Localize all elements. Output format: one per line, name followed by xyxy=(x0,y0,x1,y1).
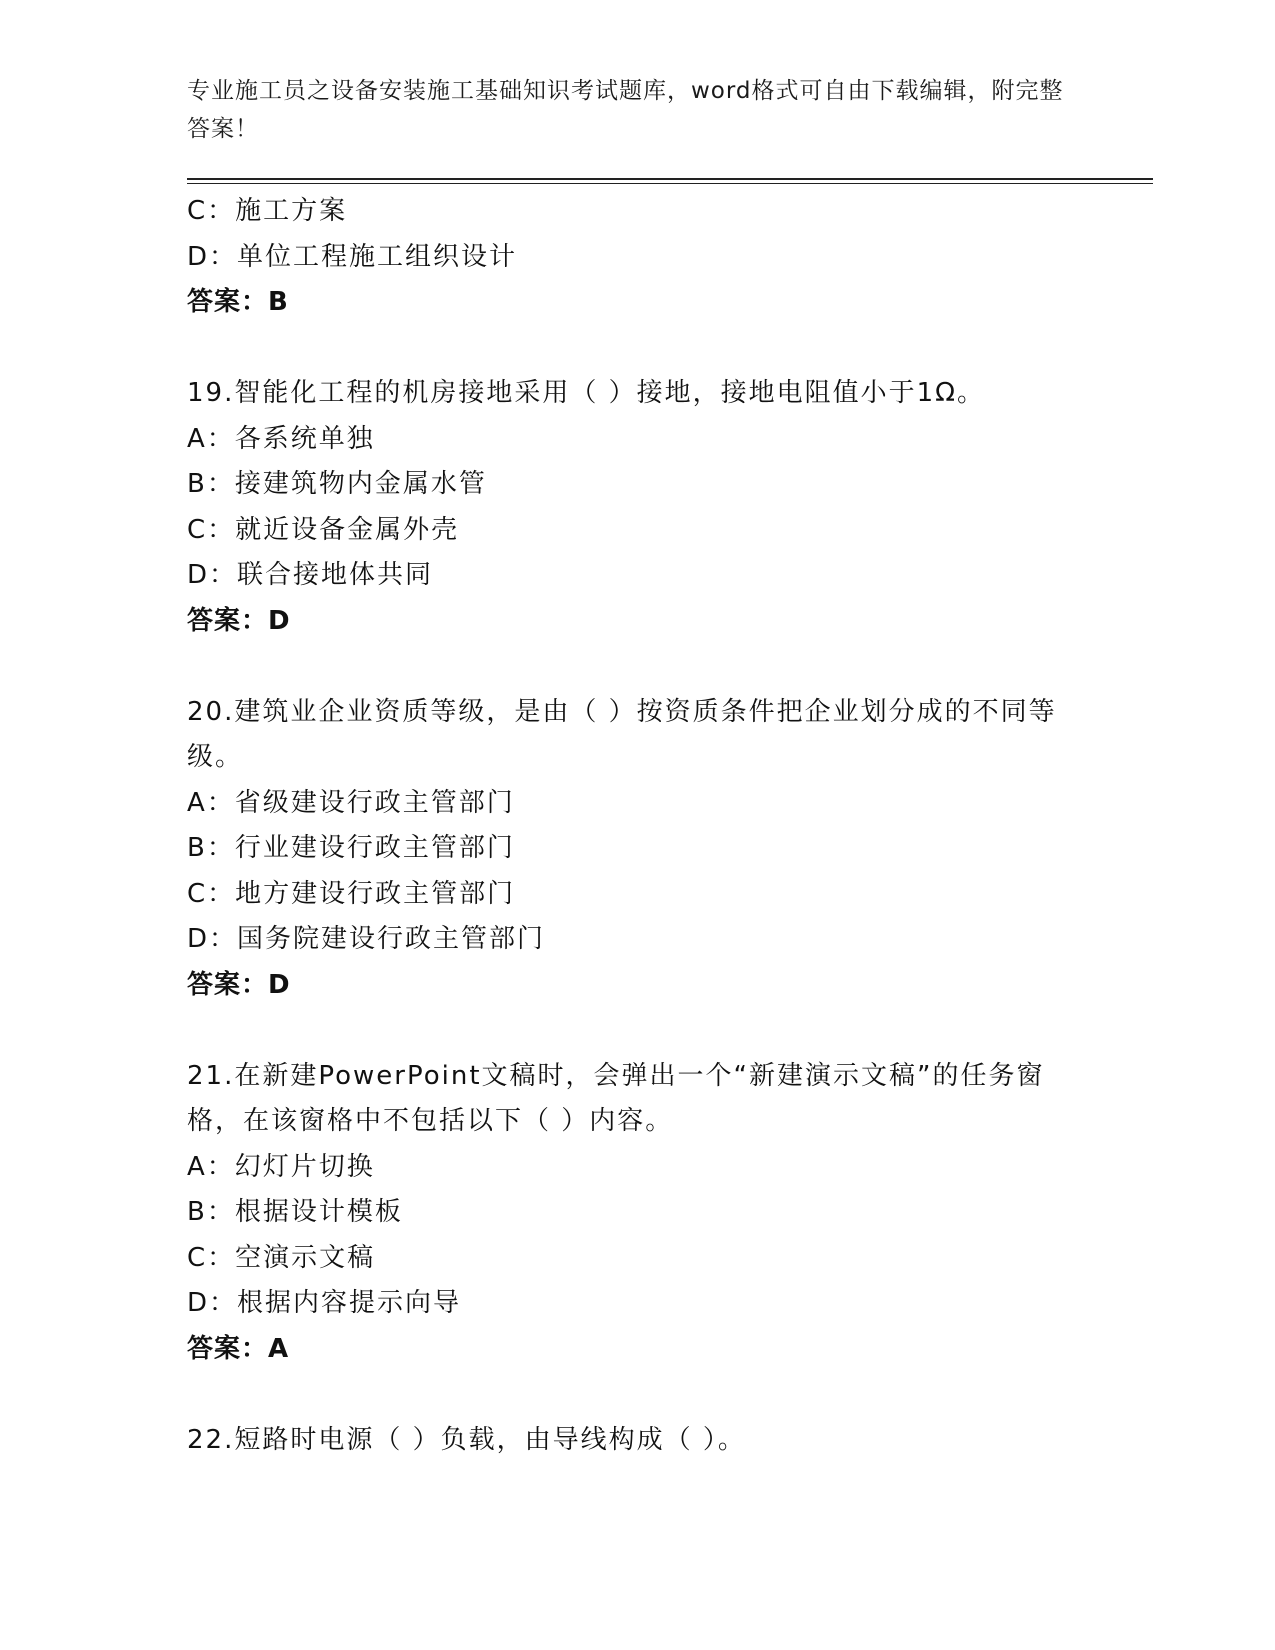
question-stem: 20.建筑业企业资质等级，是由（ ）按资质条件把企业划分成的不同等级。 xyxy=(187,696,1057,772)
option-c: C：就近设备金属外壳 xyxy=(187,514,460,545)
option-c: C：空演示文稿 xyxy=(187,1242,376,1273)
option-a: A：幻灯片切换 xyxy=(187,1151,375,1182)
page-header: 专业施工员之设备安装施工基础知识考试题库，word格式可自由下载编辑，附完整答案！ xyxy=(187,78,1064,142)
option-a: A：省级建设行政主管部门 xyxy=(187,787,515,818)
spacer xyxy=(187,1008,1067,1054)
question-21 xyxy=(187,1054,1067,1373)
question-stem: 21.在新建PowerPoint文稿时，会弹出一个“新建演示文稿”的任务窗格，在该窗格中不包括以下（ ）内容。 xyxy=(187,1060,1045,1136)
option-c: C：施工方案 xyxy=(187,196,348,226)
header-divider-thin xyxy=(187,183,1153,184)
spacer xyxy=(187,1372,1067,1418)
spacer xyxy=(187,326,1067,372)
option-d: D：根据内容提示向导 xyxy=(187,1288,462,1318)
header-divider xyxy=(187,178,1153,180)
option-a: A：各系统单独 xyxy=(187,423,375,454)
option-d: D：国务院建设行政主管部门 xyxy=(187,924,546,954)
question-stem: 22.短路时电源（ ）负载，由导线构成（ ）。 xyxy=(187,1424,746,1455)
question-stem: 19.智能化工程的机房接地采用（ ）接地，接地电阻值小于1Ω。 xyxy=(187,378,986,408)
question-20 xyxy=(187,690,1067,1009)
answer: 答案：D xyxy=(187,605,291,636)
answer: 答案：A xyxy=(187,1333,290,1364)
option-b: B：行业建设行政主管部门 xyxy=(187,833,515,863)
question-18-fragment xyxy=(187,189,1067,326)
option-b: B：接建筑物内金属水管 xyxy=(187,469,487,499)
option-d: D：联合接地体共同 xyxy=(187,560,434,590)
question-content xyxy=(187,189,1067,1463)
question-22 xyxy=(187,1418,1067,1464)
spacer xyxy=(187,644,1067,690)
answer: 答案：B xyxy=(187,287,289,317)
option-d: D：单位工程施工组织设计 xyxy=(187,241,518,272)
question-19 xyxy=(187,371,1067,644)
option-c: C：地方建设行政主管部门 xyxy=(187,878,516,909)
answer: 答案：D xyxy=(187,969,291,1000)
option-b: B：根据设计模板 xyxy=(187,1197,403,1227)
